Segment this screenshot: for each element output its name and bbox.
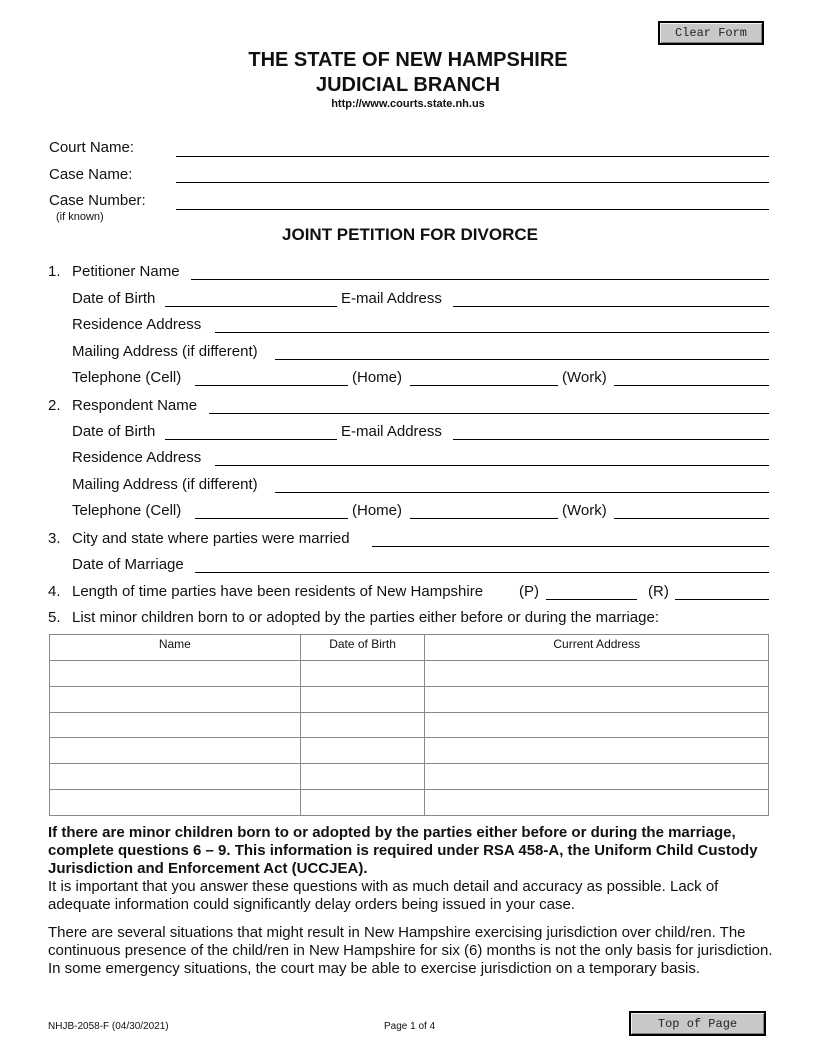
- case-name-field[interactable]: [176, 182, 769, 183]
- child-address-cell[interactable]: [425, 789, 769, 815]
- child-dob-cell[interactable]: [300, 712, 425, 738]
- uccjea-notice-bold: If there are minor children born to or adopted by the parties either before or during the marriage, complete questions 6 – 9. This information is required under RSA 458-A, the Uniform Child Custody Jurisdiction and Enforcement Act (UCCJEA).: [48, 824, 758, 877]
- child-dob-cell[interactable]: [300, 686, 425, 712]
- accuracy-notice: It is important that you answer these questions with as much detail and accuracy as possible. Lack of adequate information could significantly delay orders being issued in your case.: [48, 878, 719, 913]
- petitioner-tel-work-label: (Work): [562, 369, 607, 386]
- respondent-email-label: E-mail Address: [341, 423, 442, 440]
- respondent-residence-label: Residence Address: [72, 449, 202, 466]
- form-title: JOINT PETITION FOR DIVORCE: [282, 225, 538, 244]
- court-name-field[interactable]: [176, 156, 769, 157]
- case-name-label: Case Name:: [49, 166, 133, 183]
- child-name-cell[interactable]: [50, 789, 301, 815]
- table-row: [50, 764, 769, 790]
- petitioner-residence-label: Residence Address: [72, 316, 202, 333]
- child-name-cell[interactable]: [50, 764, 301, 790]
- child-dob-cell[interactable]: [300, 789, 425, 815]
- page-number: Page 1 of 4: [384, 1021, 436, 1032]
- petitioner-mailing-label: Mailing Address (if different): [72, 343, 258, 360]
- q4-number: 4.: [48, 583, 61, 600]
- petitioner-name-field[interactable]: [191, 279, 769, 280]
- residency-r-field[interactable]: [675, 599, 769, 600]
- respondent-dob-label: Date of Birth: [72, 423, 156, 440]
- residency-p-field[interactable]: [546, 599, 637, 600]
- petitioner-tel-home-label: (Home): [352, 369, 403, 386]
- child-name-cell[interactable]: [50, 738, 301, 764]
- petitioner-residence-field[interactable]: [215, 332, 769, 333]
- child-address-cell[interactable]: [425, 661, 769, 687]
- table-row: [50, 712, 769, 738]
- col-header-dob: Date of Birth: [300, 635, 425, 661]
- table-row: [50, 789, 769, 815]
- q2-number: 2.: [48, 397, 61, 414]
- child-dob-cell[interactable]: [300, 738, 425, 764]
- case-number-label: Case Number:: [49, 192, 146, 209]
- q5-number: 5.: [48, 609, 61, 626]
- child-address-cell[interactable]: [425, 764, 769, 790]
- q3-number: 3.: [48, 530, 61, 547]
- table-row: [50, 661, 769, 687]
- respondent-mailing-label: Mailing Address (if different): [72, 476, 258, 493]
- petitioner-tel-cell-label: Telephone (Cell): [72, 369, 182, 386]
- child-address-cell[interactable]: [425, 738, 769, 764]
- petitioner-tel-work-field[interactable]: [614, 385, 769, 386]
- q1-number: 1.: [48, 263, 61, 280]
- table-row: [50, 738, 769, 764]
- jurisdiction-notice: There are several situations that might result in New Hampshire exercising jurisdiction over child/ren. The continuous presence of the child/ren in New Hampshire for six (6) months is not the only basis for jurisdiction. In some emergency situations, the court may be able to exercise jurisdiction on a temporary basis.: [48, 924, 773, 977]
- marriage-date-field[interactable]: [195, 572, 769, 573]
- petitioner-tel-home-field[interactable]: [410, 385, 558, 386]
- petitioner-name-label: Petitioner Name: [72, 263, 180, 280]
- minor-children-label: List minor children born to or adopted by the parties either before or during the marriage:: [72, 609, 659, 626]
- child-address-cell[interactable]: [425, 686, 769, 712]
- child-name-cell[interactable]: [50, 661, 301, 687]
- child-dob-cell[interactable]: [300, 661, 425, 687]
- respondent-tel-work-label: (Work): [562, 502, 607, 519]
- respondent-tel-work-field[interactable]: [614, 518, 769, 519]
- marriage-place-field[interactable]: [372, 546, 769, 547]
- residency-r-label: (R): [648, 583, 669, 600]
- respondent-tel-home-label: (Home): [352, 502, 403, 519]
- respondent-tel-cell-label: Telephone (Cell): [72, 502, 182, 519]
- respondent-tel-cell-field[interactable]: [195, 518, 348, 519]
- respondent-dob-field[interactable]: [165, 439, 337, 440]
- child-address-cell[interactable]: [425, 712, 769, 738]
- uccjea-notice: [48, 824, 774, 914]
- child-dob-cell[interactable]: [300, 764, 425, 790]
- petitioner-tel-cell-field[interactable]: [195, 385, 348, 386]
- respondent-name-field[interactable]: [209, 413, 769, 414]
- petitioner-email-label: E-mail Address: [341, 290, 442, 307]
- marriage-place-label: City and state where parties were married: [72, 530, 350, 547]
- court-url: http://www.courts.state.nh.us: [331, 98, 485, 110]
- form-code: NHJB-2058-F (04/30/2021): [48, 1021, 169, 1032]
- court-name-label: Court Name:: [49, 139, 135, 156]
- petitioner-email-field[interactable]: [453, 306, 769, 307]
- state-heading: THE STATE OF NEW HAMPSHIRE: [248, 49, 568, 71]
- top-of-page-button[interactable]: Top of Page: [629, 1011, 766, 1036]
- respondent-name-label: Respondent Name: [72, 397, 198, 414]
- children-table-header: [50, 635, 769, 661]
- petitioner-dob-label: Date of Birth: [72, 290, 156, 307]
- case-number-field[interactable]: [176, 209, 769, 210]
- respondent-email-field[interactable]: [453, 439, 769, 440]
- respondent-tel-home-field[interactable]: [410, 518, 558, 519]
- children-table: [49, 634, 769, 816]
- residency-label: Length of time parties have been residents of New Hampshire: [72, 583, 484, 600]
- if-known-note: (if known): [56, 211, 104, 223]
- respondent-residence-field[interactable]: [215, 465, 769, 466]
- child-name-cell[interactable]: [50, 686, 301, 712]
- residency-p-label: (P): [519, 583, 539, 600]
- clear-form-button[interactable]: Clear Form: [658, 21, 764, 45]
- petitioner-dob-field[interactable]: [165, 306, 337, 307]
- petitioner-mailing-field[interactable]: [275, 359, 769, 360]
- branch-heading: JUDICIAL BRANCH: [315, 74, 501, 96]
- marriage-date-label: Date of Marriage: [72, 556, 184, 573]
- col-header-name: Name: [50, 635, 301, 661]
- child-name-cell[interactable]: [50, 712, 301, 738]
- table-row: [50, 686, 769, 712]
- respondent-mailing-field[interactable]: [275, 492, 769, 493]
- col-header-address: Current Address: [425, 635, 769, 661]
